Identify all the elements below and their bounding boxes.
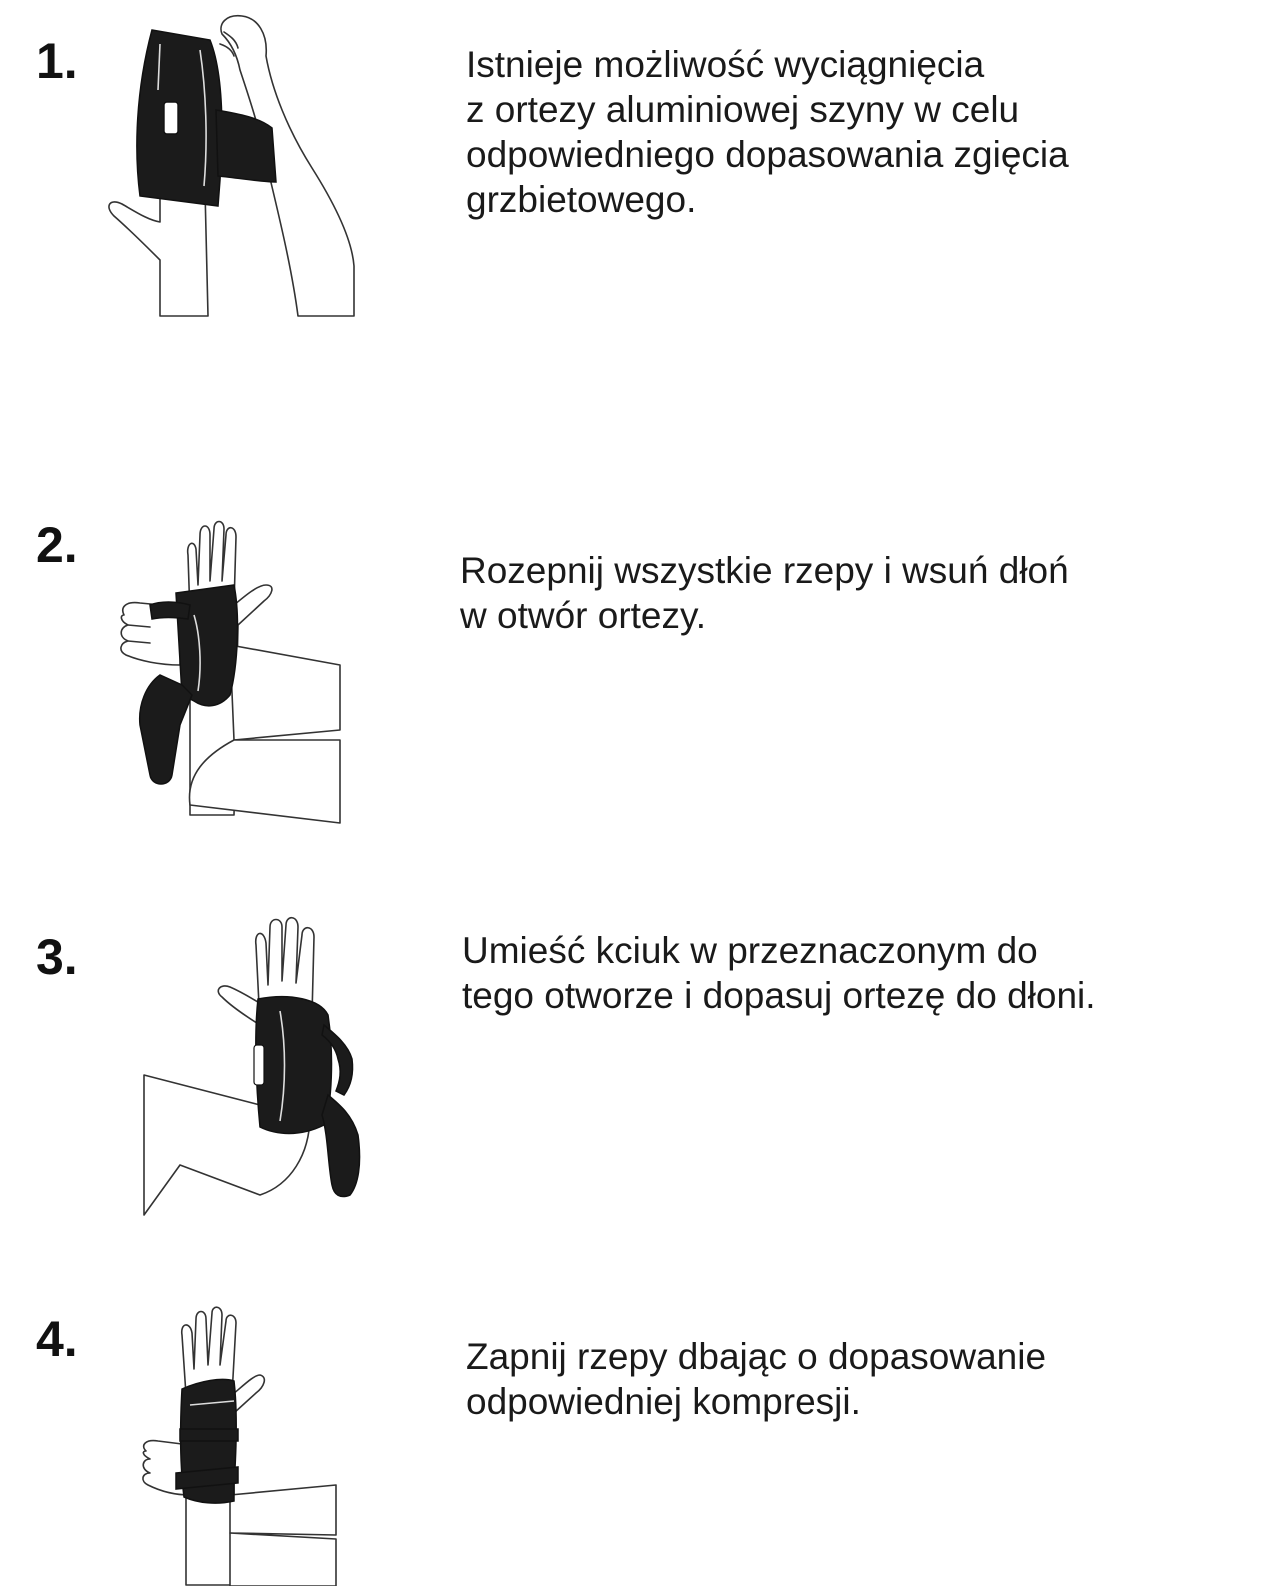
description-line: Zapnij rzepy dbając o dopasowanie <box>466 1336 1047 1377</box>
description-line: z ortezy aluminiowej szyny w celu <box>466 89 1020 130</box>
description-line: odpowiedniej kompresji. <box>466 1381 861 1422</box>
step-number: 3. <box>36 929 78 985</box>
description-line: tego otworze i dopasuj ortezę do dłoni. <box>462 975 1096 1016</box>
thumb-placement-illustration <box>140 915 380 1230</box>
description-line: Rozepnij wszystkie rzepy i wsuń dłoń <box>460 550 1069 591</box>
hand-insertion-illustration <box>110 515 360 825</box>
step-number: 1. <box>36 33 78 89</box>
description-line: grzbietowego. <box>466 179 697 220</box>
orthosis-splint-illustration <box>100 10 370 325</box>
description-line: Istnieje możliwość wyciągnięcia <box>466 44 985 85</box>
step-description <box>462 928 1096 1018</box>
strap-fastening-illustration <box>130 1305 350 1586</box>
description-line: Umieść kciuk w przeznaczonym do <box>462 930 1038 971</box>
step-description <box>460 548 1069 638</box>
step-number: 4. <box>36 1311 78 1367</box>
step-number: 2. <box>36 517 78 573</box>
step-description <box>466 42 1069 222</box>
step-description <box>466 1334 1046 1424</box>
description-line: w otwór ortezy. <box>460 595 707 636</box>
description-line: odpowiedniego dopasowania zgięcia <box>466 134 1069 175</box>
